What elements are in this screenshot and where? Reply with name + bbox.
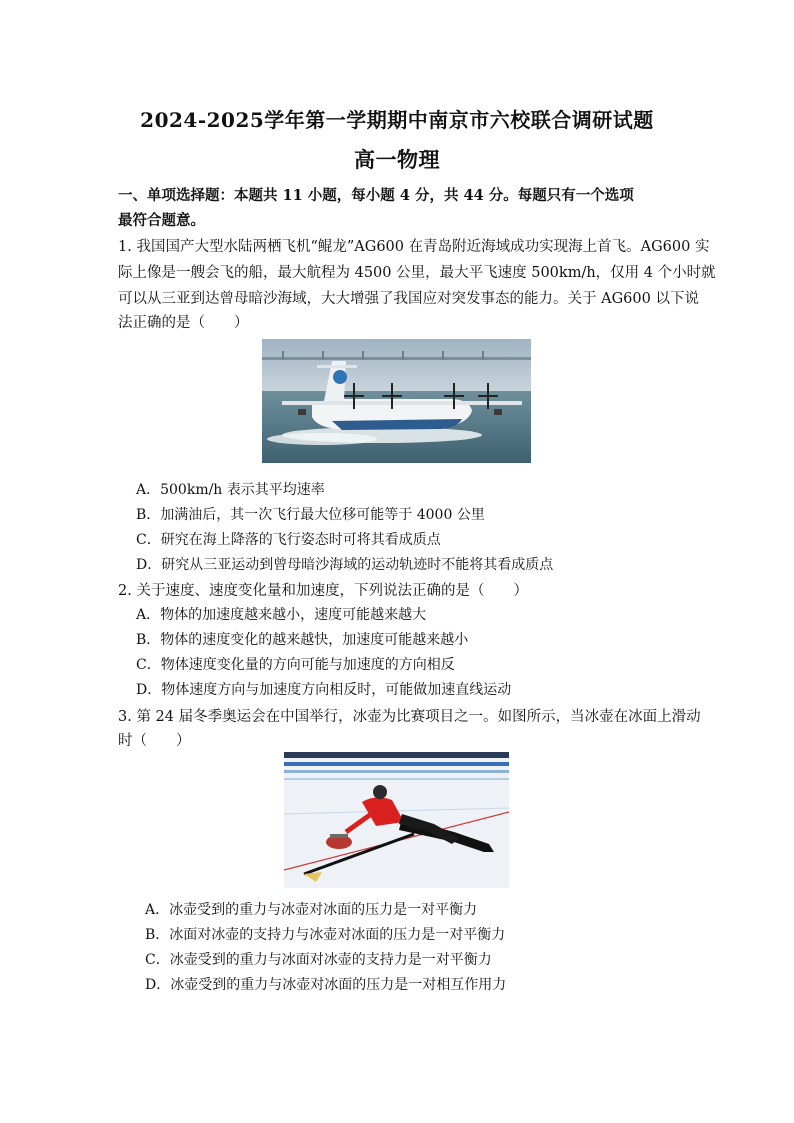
question-1-line-3: 可以从三亚到达曾母暗沙海域，大大增强了我国应对突发事态的能力。关于 AG600 以下说 bbox=[118, 291, 699, 307]
question-1-line-1: 1. 我国国产大型水陆两栖飞机“鲲龙”AG600 在青岛附近海域成功实现海上首飞。AG600 实 bbox=[118, 239, 710, 255]
question-2-option-a: A．物体的加速度越来越小，速度可能越来越大 bbox=[136, 607, 427, 623]
exam-title: 2024-2025学年第一学期期中南京市六校联合调研试题 bbox=[140, 108, 654, 132]
section-heading-line1: 一、单项选择题：本题共 11 小题，每小题 4 分，共 44 分。每题只有一个选项 bbox=[118, 187, 634, 204]
curling-image bbox=[284, 752, 509, 888]
question-1-option-d: D．研究从三亚运动到曾母暗沙海域的运动轨迹时不能将其看成质点 bbox=[136, 557, 554, 573]
question-1-option-a: A．500km/h 表示其平均速率 bbox=[136, 482, 325, 498]
question-3-option-a: A．冰壶受到的重力与冰壶对冰面的压力是一对平衡力 bbox=[145, 902, 478, 918]
question-1-line-4: 法正确的是（ ） bbox=[118, 315, 249, 331]
question-3-option-b: B．冰面对冰壶的支持力与冰壶对冰面的压力是一对平衡力 bbox=[145, 927, 506, 943]
exam-subject: 高一物理 bbox=[354, 147, 440, 172]
amphibious-aircraft-image bbox=[262, 339, 531, 463]
question-1-option-c: C．研究在海上降落的飞行姿态时可将其看成质点 bbox=[136, 532, 441, 548]
question-3-line-1: 3. 第 24 届冬季奥运会在中国举行，冰壶为比赛项目之一。如图所示，当冰壶在冰面上滑动 bbox=[118, 709, 701, 725]
question-1-line-2: 际上像是一艘会飞的船，最大航程为 4500 公里，最大平飞速度 500km/h，仅用 4 个小时就 bbox=[118, 265, 716, 281]
aircraft-illustration bbox=[262, 339, 531, 463]
question-2-option-b: B．物体的速度变化的越来越快，加速度可能越来越小 bbox=[136, 632, 469, 648]
question-2-option-c: C．物体速度变化量的方向可能与加速度的方向相反 bbox=[136, 657, 455, 673]
question-2-stem: 2. 关于速度、速度变化量和加速度，下列说法正确的是（ ） bbox=[118, 583, 528, 599]
question-2-option-d: D．物体速度方向与加速度方向相反时，可能做加速直线运动 bbox=[136, 682, 512, 698]
question-1-option-b: B．加满油后，其一次飞行最大位移可能等于 4000 公里 bbox=[136, 507, 485, 523]
question-3-line-2: 时（ ） bbox=[118, 733, 191, 749]
section-heading-line2: 最符合题意。 bbox=[118, 212, 205, 229]
question-3-option-d: D．冰壶受到的重力与冰壶对冰面的压力是一对相互作用力 bbox=[145, 977, 507, 993]
question-3-option-c: C．冰壶受到的重力与冰面对冰壶的支持力是一对平衡力 bbox=[145, 952, 492, 968]
curling-illustration bbox=[284, 752, 509, 888]
